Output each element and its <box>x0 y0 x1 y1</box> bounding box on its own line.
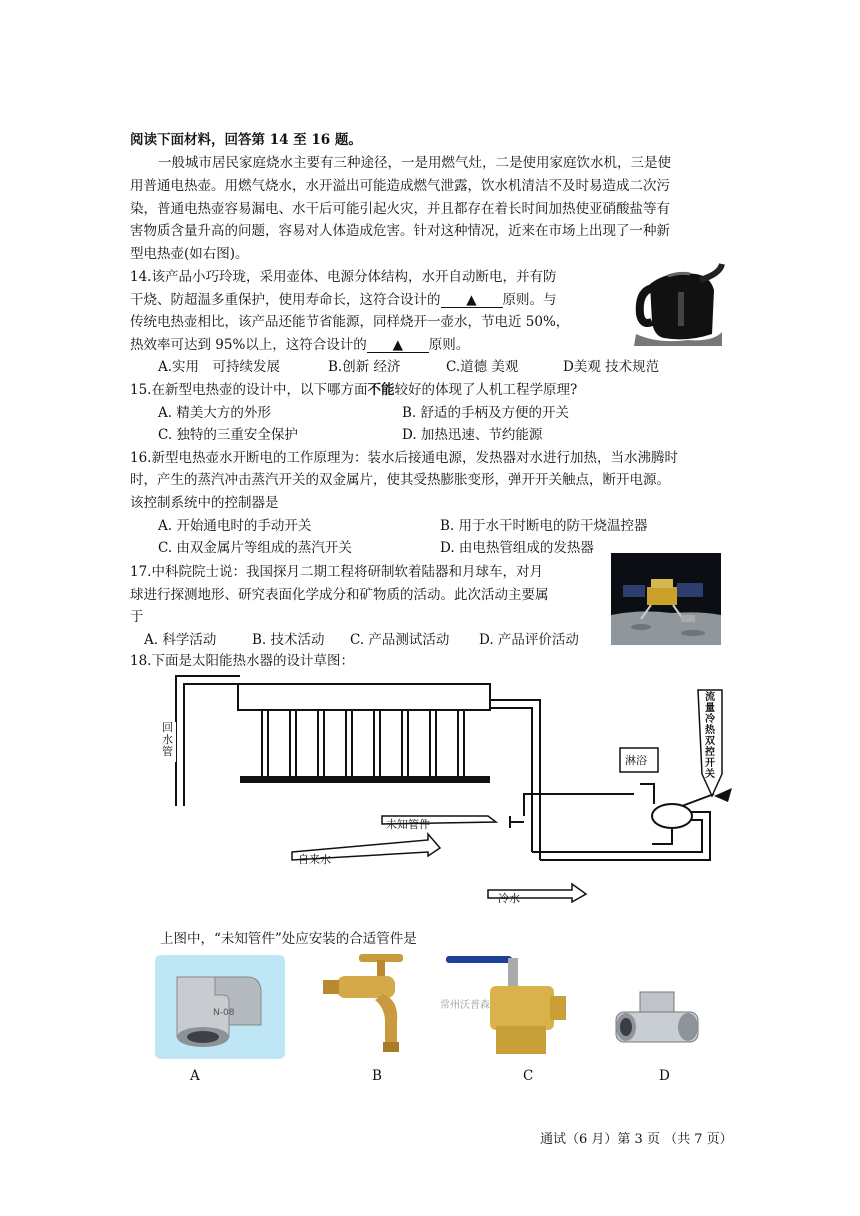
intro-line: 一般城市居民家庭烧水主要有三种途径，一是用燃气灶，二是使用家庭饮水机，三是使 <box>158 155 671 171</box>
vacuum-tubes <box>262 710 464 778</box>
q14-option-a: A.实用 可持续发展 <box>158 359 281 375</box>
page-footer: 通试（6 月）第 3 页 （共 7 页） <box>540 1132 733 1147</box>
q14-text: 干烧、防超温多重保护，使用寿命长，这符合设计的 <box>130 292 441 308</box>
section-heading: 阅读下面材料，回答第 14 至 16 题。 <box>130 132 362 148</box>
q15-option-b: B. 舒适的手柄及方便的开关 <box>402 405 570 421</box>
q14-stem <box>130 336 469 354</box>
q15-emphasis: 不能 <box>367 382 395 398</box>
q14-option-b: B.创新 经济 <box>328 359 401 375</box>
choice-label-a: A <box>190 1068 200 1084</box>
q18-question: 上图中，“未知管件”处应安装的合适管件是 <box>160 931 417 947</box>
q17-option-b: B. 技术活动 <box>252 632 325 648</box>
q18-stem: 18.下面是太阳能热水器的设计草图： <box>130 653 354 669</box>
q15-option-a: A. 精美大方的外形 <box>158 405 271 421</box>
q16-option-d: D. 由电热管组成的发热器 <box>440 540 594 556</box>
q14-stem: 传统电热壶相比，该产品还能节省能源，同样烧开一壶水，节电近 50%， <box>130 314 570 330</box>
intro-line: 染，普通电热壶容易漏电、水干后可能引起火灾，并且都存在着长时间加热使亚硝酸盐等有 <box>130 201 670 217</box>
intro-line: 用普通电热壶。用燃气烧水，水开溢出可能造成燃气泄露，饮水机清洁不及时易造成二次污 <box>130 178 670 194</box>
ball-valve-image <box>440 950 580 1060</box>
q14-option-c: C.道德 美观 <box>446 359 519 375</box>
q14-option-d: D美观 技术规范 <box>563 359 660 375</box>
q16-option-a: A. 开始通电时的手动开关 <box>158 518 312 534</box>
q14-stem: 14.该产品小巧玲珑，采用壶体、电源分体结构，水开自动断电，并有防 <box>130 269 557 285</box>
q14-text: 原则。与 <box>502 292 557 308</box>
q15-text: 较好的体现了人机工程学原理? <box>394 382 578 398</box>
q17-stem: 球进行探测地形、研究表面化学成分和矿物质的活动。此次活动主要属 <box>130 587 549 603</box>
elbow-fitting-image <box>155 955 285 1059</box>
q16-stem: 16.新型电热壶水开断电的工作原理为：装水后接通电源，发热器对水进行加热，当水沸腾时 <box>130 450 678 466</box>
svg-text:N-08: N-08 <box>213 1008 235 1018</box>
flow-switch-label: 流量冷热双控开关 <box>705 692 715 780</box>
intro-line: 害物质含量升高的问题，容易对人体造成危害。针对这种情况，近来在市场上出现了一种新 <box>130 223 670 239</box>
faucet-image <box>323 950 433 1060</box>
q17-option-a: A. 科学活动 <box>144 632 217 648</box>
q16-stem: 该控制系统中的控制器是 <box>130 495 279 511</box>
choice-label-d: D <box>659 1068 670 1084</box>
q17-option-d: D. 产品评价活动 <box>479 632 579 648</box>
watermark-text: 常州沃普森 <box>440 1000 490 1011</box>
choice-label-c: C <box>523 1068 534 1084</box>
q14-stem <box>130 291 557 309</box>
q14-text: 热效率可达到 95%以上，这符合设计的 <box>130 337 367 353</box>
q15-stem <box>130 381 577 399</box>
answer-blank: ▲ <box>441 293 503 308</box>
cold-water-label: 冷水 <box>498 892 520 905</box>
q16-option-b: B. 用于水干时断电的防干烧温控器 <box>440 518 648 534</box>
lunar-lander-image <box>611 553 721 645</box>
q15-option-d: D. 加热迅速、节约能源 <box>402 427 543 443</box>
shower-label: 淋浴 <box>625 754 647 767</box>
answer-blank: ▲ <box>367 338 429 353</box>
q16-option-c: C. 由双金属片等组成的蒸汽开关 <box>158 540 352 556</box>
return-pipe-label: 回水管 <box>162 721 173 758</box>
tee-fitting-image <box>612 990 702 1054</box>
q16-stem: 时，产生的蒸汽冲击蒸汽开关的双金属片，使其受热膨胀变形，弹开开关触点，断开电源。 <box>130 472 670 488</box>
q17-stem: 于 <box>130 609 144 625</box>
solar-water-heater-diagram <box>162 666 742 914</box>
q15-text: 15.在新型电热壶的设计中，以下哪方面 <box>130 382 368 398</box>
q15-option-c: C. 独特的三重安全保护 <box>158 427 298 443</box>
q17-stem: 17.中科院院士说：我国探月二期工程将研制软着陆器和月球车，对月 <box>130 564 543 580</box>
q14-text: 原则。 <box>428 337 470 353</box>
unknown-fitting-label: 未知管件 <box>386 818 430 831</box>
tap-water-label: 自来水 <box>298 853 331 866</box>
intro-line: 型电热壶(如右图)。 <box>130 246 249 262</box>
q17-option-c: C. 产品测试活动 <box>350 632 450 648</box>
kettle-image <box>628 262 728 348</box>
choice-label-b: B <box>372 1068 382 1084</box>
